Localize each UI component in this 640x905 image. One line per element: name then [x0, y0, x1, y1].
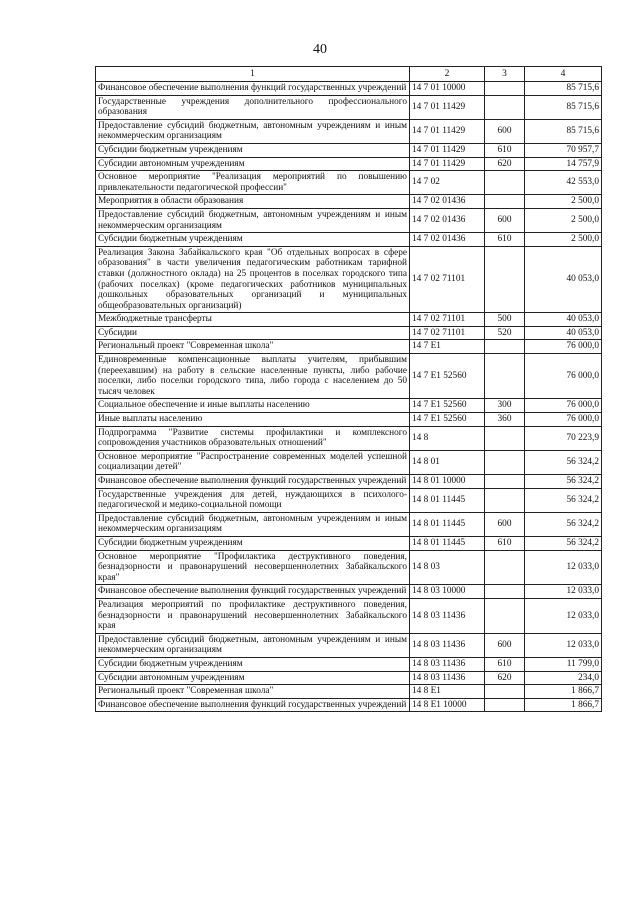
row-expense-type-cell: 620	[485, 157, 525, 171]
row-amount-cell: 42 553,0	[525, 171, 602, 195]
row-code-cell: 14 8 03 11436	[410, 598, 485, 633]
table-row	[96, 413, 602, 427]
row-code-cell: 14 7 01 11429	[410, 157, 485, 171]
table-row	[96, 536, 602, 550]
row-amount-cell: 12 033,0	[525, 633, 602, 657]
row-code-cell: 14 7 02 71101	[410, 326, 485, 340]
row-expense-type-cell: 500	[485, 313, 525, 327]
row-name-cell: Основное мероприятие "Профилактика деструктивного поведения, безнадзорности и правонарушений несовершеннолетних Забайкальского края"	[96, 550, 410, 585]
row-code-cell: 14 7 E1 52560	[410, 399, 485, 413]
row-name-cell: Предоставление субсидий бюджетным, автономным учреждениям и иным некоммерческим организациям	[96, 633, 410, 657]
row-name-cell: Реализация Закона Забайкальского края "Об отдельных вопросах в сфере образования" в части увеличения педагогическим работникам тарифной ставки (должностного оклада) на 25 процентов в поселках городского типа (рабочих поселках) (кроме педагогических работников муниципальных дошкольных образовательных организаций и муниципальных общеобразовательных организаций)	[96, 246, 410, 313]
row-amount-cell: 2 500,0	[525, 195, 602, 209]
row-amount-cell: 56 324,2	[525, 488, 602, 512]
table-row	[96, 512, 602, 536]
row-name-cell: Иные выплаты населению	[96, 413, 410, 427]
row-code-cell: 14 8 01 11445	[410, 512, 485, 536]
row-amount-cell: 40 053,0	[525, 313, 602, 327]
row-expense-type-cell	[485, 171, 525, 195]
row-expense-type-cell: 600	[485, 119, 525, 143]
row-expense-type-cell	[485, 685, 525, 699]
row-name-cell: Государственные учреждения дополнительного профессионального образования	[96, 95, 410, 119]
row-name-cell: Субсидии бюджетным учреждениям	[96, 143, 410, 157]
row-expense-type-cell	[485, 95, 525, 119]
table-row	[96, 246, 602, 313]
row-name-cell: Субсидии бюджетным учреждениям	[96, 233, 410, 247]
row-amount-cell: 56 324,2	[525, 475, 602, 489]
row-amount-cell: 76 000,0	[525, 399, 602, 413]
row-expense-type-cell: 520	[485, 326, 525, 340]
row-expense-type-cell: 610	[485, 233, 525, 247]
row-expense-type-cell	[485, 475, 525, 489]
row-name-cell: Субсидии автономным учреждениям	[96, 157, 410, 171]
row-expense-type-cell	[485, 354, 525, 399]
row-code-cell: 14 7 E1 52560	[410, 413, 485, 427]
row-amount-cell: 12 033,0	[525, 585, 602, 599]
row-expense-type-cell: 610	[485, 143, 525, 157]
row-name-cell: Социальное обеспечение и иные выплаты населению	[96, 399, 410, 413]
row-name-cell: Финансовое обеспечение выполнения функций государственных учреждений	[96, 698, 410, 712]
row-amount-cell: 76 000,0	[525, 354, 602, 399]
row-expense-type-cell: 360	[485, 413, 525, 427]
row-name-cell: Субсидии бюджетным учреждениям	[96, 657, 410, 671]
row-amount-cell: 1 866,7	[525, 698, 602, 712]
row-code-cell: 14 7 01 11429	[410, 143, 485, 157]
row-amount-cell: 234,0	[525, 671, 602, 685]
row-code-cell: 14 7 02	[410, 171, 485, 195]
row-amount-cell: 40 053,0	[525, 326, 602, 340]
table-row	[96, 171, 602, 195]
row-code-cell: 14 8 E1	[410, 685, 485, 699]
row-amount-cell: 14 757,9	[525, 157, 602, 171]
table-row	[96, 326, 602, 340]
row-amount-cell: 56 324,2	[525, 512, 602, 536]
row-expense-type-cell	[485, 585, 525, 599]
row-amount-cell: 12 033,0	[525, 550, 602, 585]
table-row	[96, 426, 602, 450]
row-code-cell: 14 8 03 11436	[410, 657, 485, 671]
row-expense-type-cell: 610	[485, 657, 525, 671]
table-row	[96, 698, 602, 712]
table-row	[96, 195, 602, 209]
table-row	[96, 585, 602, 599]
row-amount-cell: 56 324,2	[525, 536, 602, 550]
row-amount-cell: 12 033,0	[525, 598, 602, 633]
table-row	[96, 143, 602, 157]
row-code-cell: 14 7 02 71101	[410, 246, 485, 313]
header-col-1: 1	[96, 67, 410, 82]
row-name-cell: Предоставление субсидий бюджетным, автономным учреждениям и иным некоммерческим организациям	[96, 119, 410, 143]
row-amount-cell: 85 715,6	[525, 119, 602, 143]
table-row	[96, 157, 602, 171]
row-name-cell: Государственные учреждения для детей, нуждающихся в психолого-педагогической и медико-социальной помощи	[96, 488, 410, 512]
row-amount-cell: 40 053,0	[525, 246, 602, 313]
row-amount-cell: 70 957,7	[525, 143, 602, 157]
row-name-cell: Финансовое обеспечение выполнения функций государственных учреждений	[96, 82, 410, 96]
row-code-cell: 14 7 02 01436	[410, 233, 485, 247]
header-col-4: 4	[525, 67, 602, 82]
table-row	[96, 82, 602, 96]
table-row	[96, 119, 602, 143]
row-expense-type-cell	[485, 82, 525, 96]
row-expense-type-cell	[485, 488, 525, 512]
row-name-cell: Основное мероприятие "Реализация мероприятий по повышению привлекательности педагогической профессии"	[96, 171, 410, 195]
row-expense-type-cell: 610	[485, 536, 525, 550]
table-row	[96, 598, 602, 633]
row-code-cell: 14 8 03 11436	[410, 633, 485, 657]
row-amount-cell: 2 500,0	[525, 233, 602, 247]
table-row	[96, 313, 602, 327]
table-row	[96, 354, 602, 399]
row-amount-cell: 70 223,9	[525, 426, 602, 450]
table-row	[96, 488, 602, 512]
table-row	[96, 450, 602, 474]
row-code-cell: 14 7 E1	[410, 340, 485, 354]
row-name-cell: Финансовое обеспечение выполнения функций государственных учреждений	[96, 475, 410, 489]
row-code-cell: 14 8 03 11436	[410, 671, 485, 685]
table-row	[96, 399, 602, 413]
row-code-cell: 14 8 01 10000	[410, 475, 485, 489]
row-code-cell: 14 7 01 11429	[410, 95, 485, 119]
row-name-cell: Подпрограмма "Развитие системы профилактики и комплексного сопровождения участников образовательных отношений"	[96, 426, 410, 450]
table-row	[96, 95, 602, 119]
table-row	[96, 657, 602, 671]
row-expense-type-cell	[485, 195, 525, 209]
row-expense-type-cell: 600	[485, 633, 525, 657]
row-expense-type-cell: 600	[485, 512, 525, 536]
row-name-cell: Региональный проект "Современная школа"	[96, 340, 410, 354]
row-code-cell: 14 8 E1 10000	[410, 698, 485, 712]
row-name-cell: Реализация мероприятий по профилактике деструктивного поведения, безнадзорности и правонарушений несовершеннолетних Забайкальского края	[96, 598, 410, 633]
row-name-cell: Основное мероприятие "Распространение современных моделей успешной социализации детей"	[96, 450, 410, 474]
table-row	[96, 633, 602, 657]
row-name-cell: Предоставление субсидий бюджетным, автономным учреждениям и иным некоммерческим организациям	[96, 512, 410, 536]
row-code-cell: 14 8 03 10000	[410, 585, 485, 599]
row-name-cell: Единовременные компенсационные выплаты учителям, прибывшим (переехавшим) на работу в сельские населенные пункты, либо рабочие поселки, либо поселки городского типа, либо города с населением до 50 тысяч человек	[96, 354, 410, 399]
row-name-cell: Финансовое обеспечение выполнения функций государственных учреждений	[96, 585, 410, 599]
row-code-cell: 14 7 02 01436	[410, 195, 485, 209]
header-col-3: 3	[485, 67, 525, 82]
row-name-cell: Субсидии бюджетным учреждениям	[96, 536, 410, 550]
row-code-cell: 14 8 01 11445	[410, 488, 485, 512]
row-name-cell: Предоставление субсидий бюджетным, автономным учреждениям и иным некоммерческим организациям	[96, 208, 410, 232]
page-number: 40	[313, 42, 327, 57]
row-amount-cell: 1 866,7	[525, 685, 602, 699]
table-row	[96, 340, 602, 354]
row-code-cell: 14 7 01 11429	[410, 119, 485, 143]
row-expense-type-cell	[485, 450, 525, 474]
header-col-2: 2	[410, 67, 485, 82]
row-code-cell: 14 8 01	[410, 450, 485, 474]
table-row	[96, 550, 602, 585]
table-row	[96, 685, 602, 699]
row-code-cell: 14 8 01 11445	[410, 536, 485, 550]
table-header-row	[96, 67, 602, 82]
table-row	[96, 208, 602, 232]
table-row	[96, 475, 602, 489]
table-row	[96, 671, 602, 685]
row-amount-cell: 56 324,2	[525, 450, 602, 474]
row-amount-cell: 76 000,0	[525, 413, 602, 427]
row-expense-type-cell	[485, 426, 525, 450]
row-code-cell: 14 8	[410, 426, 485, 450]
table-row	[96, 233, 602, 247]
row-amount-cell: 85 715,6	[525, 82, 602, 96]
row-code-cell: 14 7 E1 52560	[410, 354, 485, 399]
row-expense-type-cell: 600	[485, 208, 525, 232]
row-expense-type-cell	[485, 598, 525, 633]
row-amount-cell: 11 799,0	[525, 657, 602, 671]
row-expense-type-cell	[485, 550, 525, 585]
row-expense-type-cell	[485, 340, 525, 354]
row-expense-type-cell	[485, 698, 525, 712]
row-amount-cell: 76 000,0	[525, 340, 602, 354]
row-expense-type-cell	[485, 246, 525, 313]
row-amount-cell: 2 500,0	[525, 208, 602, 232]
row-name-cell: Региональный проект "Современная школа"	[96, 685, 410, 699]
row-expense-type-cell: 300	[485, 399, 525, 413]
row-name-cell: Мероприятия в области образования	[96, 195, 410, 209]
row-name-cell: Субсидии	[96, 326, 410, 340]
row-name-cell: Межбюджетные трансферты	[96, 313, 410, 327]
row-expense-type-cell: 620	[485, 671, 525, 685]
budget-table	[95, 66, 602, 712]
row-code-cell: 14 8 03	[410, 550, 485, 585]
row-name-cell: Субсидии автономным учреждениям	[96, 671, 410, 685]
row-code-cell: 14 7 02 01436	[410, 208, 485, 232]
row-code-cell: 14 7 01 10000	[410, 82, 485, 96]
row-code-cell: 14 7 02 71101	[410, 313, 485, 327]
row-amount-cell: 85 715,6	[525, 95, 602, 119]
